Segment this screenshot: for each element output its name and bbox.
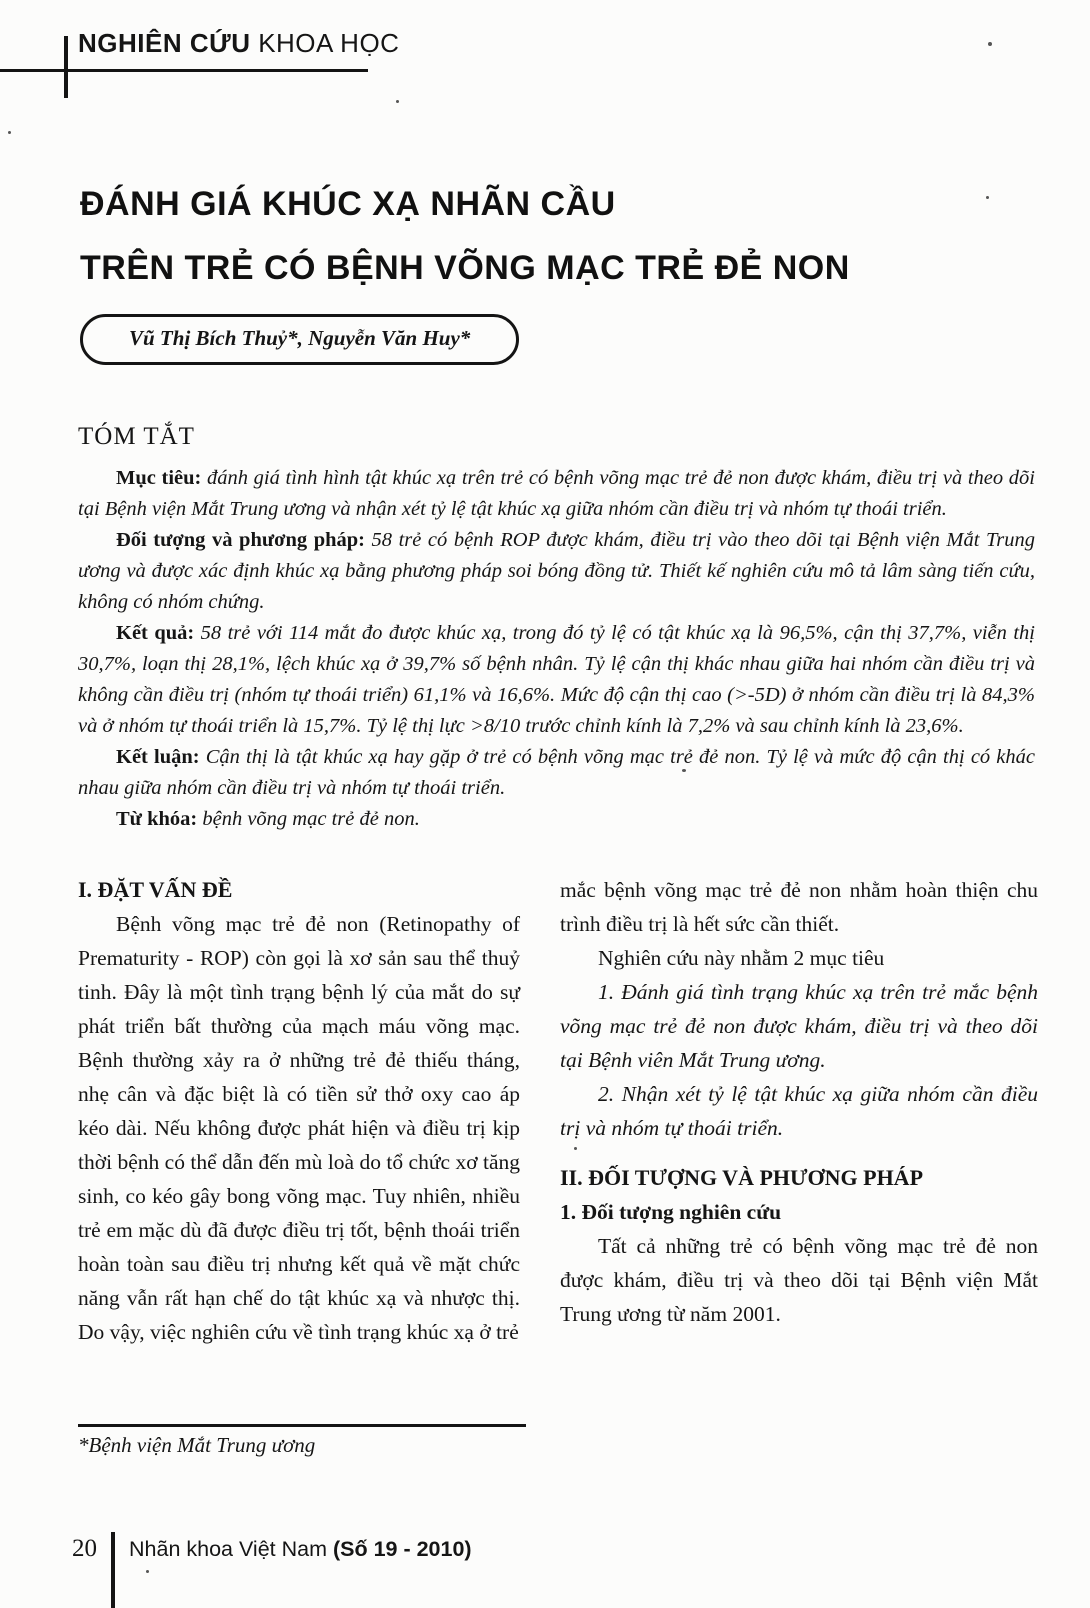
page-number: 20 — [72, 1535, 97, 1562]
kicker-regular-text: KHOA HỌC — [250, 28, 400, 58]
section-kicker — [78, 28, 399, 59]
page-footer — [72, 1532, 472, 1608]
page-header — [0, 0, 1090, 100]
objectives-lead-paragraph: Nghiên cứu này nhằm 2 mục tiêu — [598, 946, 885, 970]
kicker-bold-text: NGHIÊN CỨU — [78, 28, 251, 58]
abstract-paragraph-keywords — [78, 804, 1035, 835]
abstract-paragraph-conclusion — [78, 742, 1035, 804]
abstract-label-keywords: Từ khóa: — [116, 808, 198, 830]
introduction-paragraph: Bệnh võng mạc trẻ đẻ non (Retinopathy of Prematurity - ROP) còn gọi là xơ sản sau thể thuỷ tinh. Đây là một tình trạng bệnh lý của mắt do sự phát triển bất thường của mạch máu võng mạc. Bệnh thường xảy ra ở những trẻ đẻ thiếu tháng, nhẹ cân và đặc biệt là có tiền sử thở oxy cao áp kéo dài. Nếu không được phát hiện và điều trị kịp thời bệnh có thể dẫn đến mù loà do tổ chức xơ tăng sinh, co kéo gây bong võng mạc. Tuy nhiên, nhiều trẻ em mặc dù đã được điều trị tốt, bệnh thoái triển hoàn toàn sau điều trị nhưng kết quả về mặt chức năng vẫn rất hạn chế do tật khúc xạ và nhược thị. Do vậy, việc nghiên cứu về tình trạng khúc xạ ở trẻ — [78, 912, 520, 1344]
abstract-paragraph-results — [78, 618, 1035, 742]
scan-speck — [8, 131, 11, 134]
section-heading-introduction: I. ĐẶT VẤN ĐỀ — [78, 877, 233, 902]
objective-item-2: 2. Nhận xét tỷ lệ tật khúc xạ giữa nhóm cần điều trị và nhóm tự thoái triển. — [560, 1082, 1038, 1140]
scan-speck — [574, 1147, 577, 1150]
header-vertical-rule — [64, 36, 68, 98]
scan-speck — [682, 769, 686, 772]
scan-speck — [146, 1570, 149, 1573]
introduction-continuation-paragraph: mắc bệnh võng mạc trẻ đẻ non nhằm hoàn thiện chu trình điều trị là hết sức cần thiết. — [560, 878, 1038, 936]
scan-speck — [396, 100, 399, 103]
right-column — [560, 873, 1038, 1349]
abstract-text-keywords: bệnh võng mạc trẻ đẻ non. — [197, 808, 420, 830]
subjects-paragraph: Tất cả những trẻ có bệnh võng mạc trẻ đẻ non được khám, điều trị và theo dõi tại Bệnh viện Mắt Trung ương từ năm 2001. — [560, 1234, 1038, 1326]
abstract-label-methods: Đối tượng và phương pháp: — [116, 529, 365, 551]
abstract-text-methods: 58 trẻ có bệnh ROP được khám, điều trị vào theo dõi tại Bệnh viện Mắt Trung ương và được xác định khúc xạ bằng phương pháp soi bóng đồng tử. Thiết kế nghiên cứu mô tả lâm sàng tiến cứu, không có nhóm chứng. — [78, 529, 1035, 613]
abstract-text-objective: đánh giá tình hình tật khúc xạ trên trẻ có bệnh võng mạc trẻ đẻ non được khám, điều trị và theo dõi tại Bệnh viện Mắt Trung ương và nhận xét tỷ lệ tật khúc xạ giữa nhóm cần điều trị và nhóm tự thoái triển. — [78, 467, 1035, 520]
abstract-text-conclusion: Cận thị là tật khúc xạ hay gặp ở trẻ có bệnh võng mạc trẻ đẻ non. Tỷ lệ và mức độ cận thị có khác nhau giữa nhóm cần điều trị và nhóm tự thoái triển. — [78, 746, 1035, 799]
abstract-label-results: Kết quả: — [116, 622, 195, 644]
body-columns — [78, 873, 1038, 1349]
abstract-section — [78, 423, 1035, 835]
abstract-label-objective: Mục tiêu: — [116, 467, 202, 489]
objective-item-1: 1. Đánh giá tình trạng khúc xạ trên trẻ mắc bệnh võng mạc trẻ đẻ non được khám, điều trị và theo dõi tại Bệnh viên Mắt Trung ương. — [560, 980, 1038, 1072]
journal-name: Nhãn khoa Việt Nam — [129, 1537, 333, 1561]
article-title-line2: TRÊN TRẺ CÓ BỆNH VÕNG MẠC TRẺ ĐẺ NON — [80, 249, 850, 287]
journal-line — [115, 1532, 472, 1566]
section-heading-methods: II. ĐỐI TƯỢNG VÀ PHƯƠNG PHÁP — [560, 1165, 924, 1190]
abstract-paragraph-methods — [78, 525, 1035, 618]
abstract-heading: TÓM TẮT — [78, 423, 195, 450]
abstract-paragraph-objective — [78, 463, 1035, 525]
footnote-block — [78, 1424, 526, 1458]
journal-issue: (Số 19 - 2010) — [332, 1537, 472, 1561]
abstract-label-conclusion: Kết luận: — [116, 746, 200, 768]
article-title — [80, 172, 1090, 300]
header-horizontal-rule — [0, 69, 368, 72]
footnote-rule — [78, 1424, 526, 1427]
authors-badge: Vũ Thị Bích Thuỷ*, Nguyễn Văn Huy* — [80, 314, 519, 365]
scan-speck — [988, 42, 992, 46]
scan-speck — [986, 196, 989, 199]
article-title-line1: ĐÁNH GIÁ KHÚC XẠ NHÃN CẦU — [80, 185, 616, 223]
left-column — [78, 873, 520, 1349]
subsection-heading-subjects: 1. Đối tượng nghiên cứu — [560, 1200, 782, 1224]
abstract-text-results: 58 trẻ với 114 mắt đo được khúc xạ, trong đó tỷ lệ có tật khúc xạ là 96,5%, cận thị 37,7%, viễn thị 30,7%, loạn thị 28,1%, lệch khúc xạ ở 39,7% số bệnh nhân. Tỷ lệ cận thị khác nhau giữa hai nhóm cần điều trị và không cần điều trị (nhóm tự thoái triển) 61,1% và 16,6%. Mức độ cận thị cao (>-5D) ở nhóm cần điều trị là 84,3% và ở nhóm tự thoái triển là 15,7%. Tỷ lệ thị lực >8/10 trước chỉnh kính là 7,2% và sau chỉnh kính là 23,6%. — [78, 622, 1035, 737]
footnote-text: *Bệnh viện Mắt Trung ương — [78, 1433, 316, 1457]
